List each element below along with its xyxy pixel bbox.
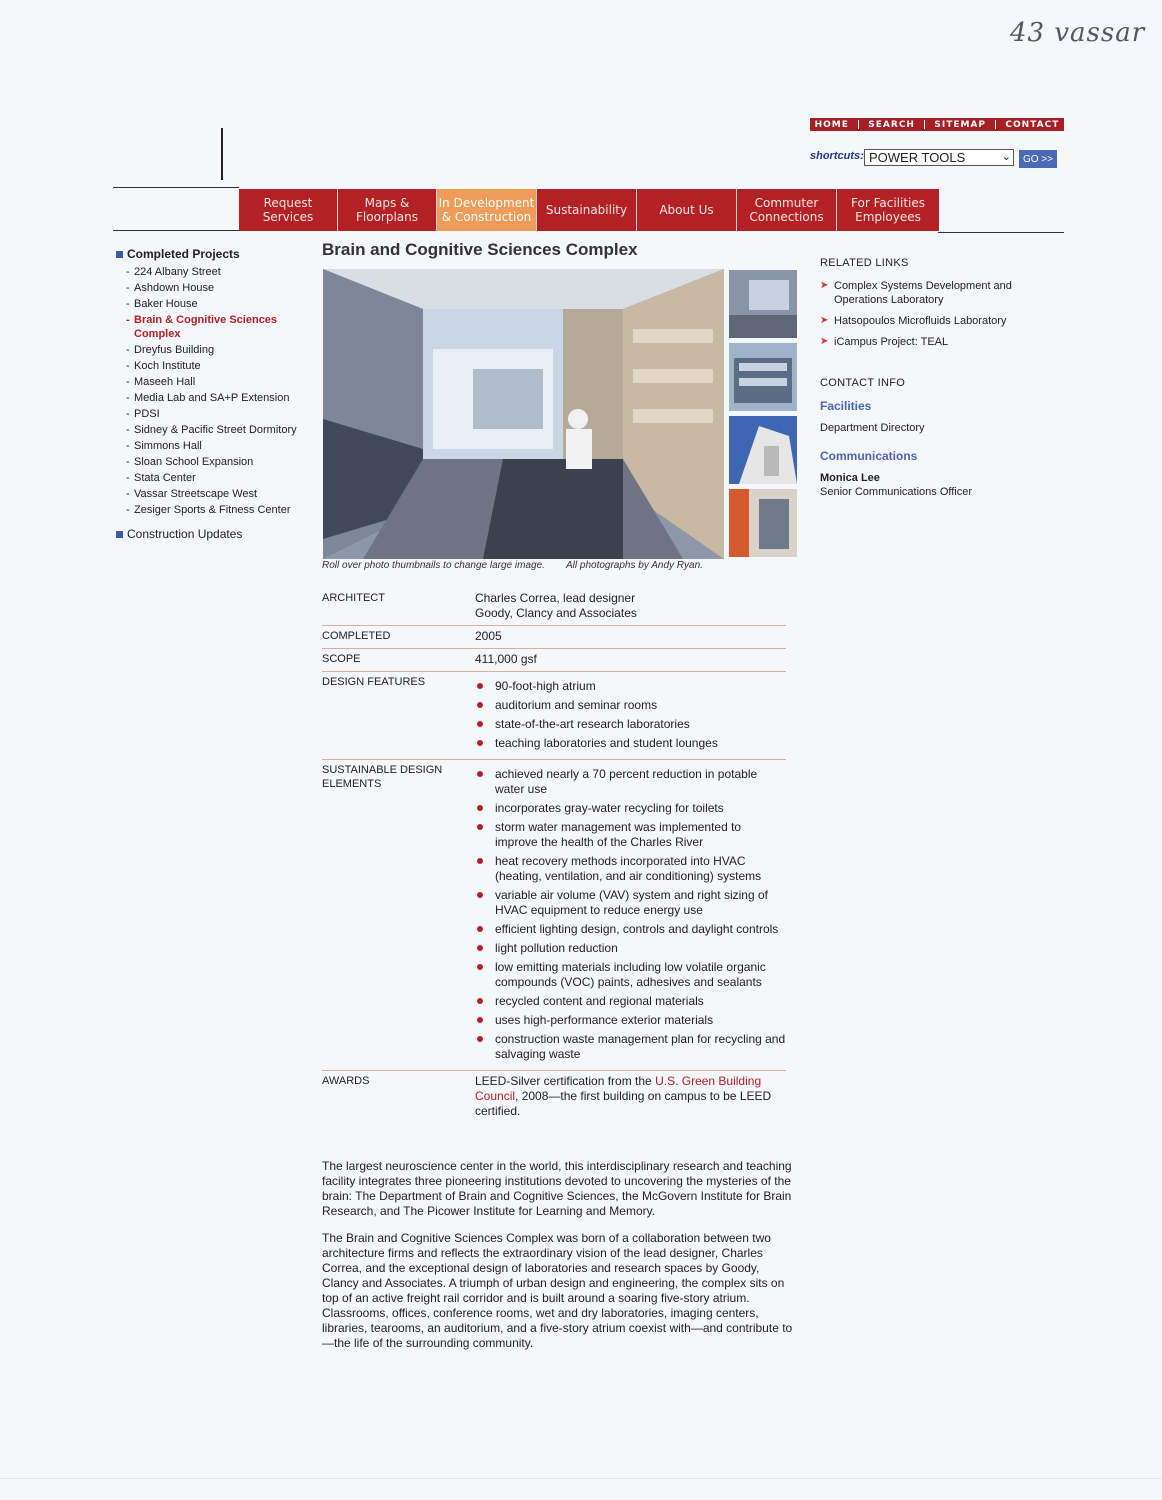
thumbnail-3[interactable] (729, 416, 797, 484)
sidebar-heading-completed[interactable] (116, 247, 316, 261)
thumbnail-1[interactable] (729, 270, 797, 338)
detail-value: 411,000 gsf (475, 652, 537, 666)
logo-divider (221, 128, 223, 180)
nav-rule-right (938, 232, 1064, 233)
nav-facilities-employees[interactable]: For Facilities Employees (837, 189, 939, 231)
utility-nav (810, 118, 1064, 131)
sidebar-item[interactable]: - Koch Institute (126, 359, 316, 373)
arrow-right-icon: ➤ (820, 315, 829, 326)
list-item: incorporates gray-water recycling for toilets (475, 801, 786, 816)
project-details (322, 588, 786, 1123)
usgbc-link[interactable]: U.S. Green Building Council (475, 1074, 762, 1103)
right-column (820, 257, 1040, 499)
utility-home-link[interactable]: HOME (814, 119, 849, 130)
main-nav (239, 189, 939, 231)
list-item: construction waste management plan for recycling and salvaging waste (475, 1032, 786, 1062)
detail-label: COMPLETED (322, 630, 391, 642)
description-paragraph: The largest neuroscience center in the world, this interdisciplinary research and teaching facility integrates three pioneering institutions devoted to uncovering the mysteries of the brain: The Department of Brain and Cognitive Sciences, the McGovern Institute for Brain Research, and The Picower Institute for Learning and Memory. (322, 1159, 792, 1218)
page-bottom-rule (0, 1478, 1162, 1479)
sidebar-item-current[interactable]: - Brain & Cognitive Sciences Complex (126, 313, 316, 341)
sidebar-heading-label: Completed Projects (127, 247, 240, 261)
detail-row-architect (322, 588, 786, 626)
detail-row-awards (322, 1071, 786, 1123)
detail-label: DESIGN FEATURES (322, 676, 426, 688)
photo-caption: Roll over photo thumbnails to change large image. (322, 560, 545, 571)
chevron-down-icon: ⌄ (1001, 151, 1011, 163)
architect-line: Charles Correa, lead designer (475, 591, 636, 605)
nav-request-services[interactable]: Request Services (239, 189, 338, 231)
detail-row-completed (322, 626, 786, 649)
shortcuts-label: shortcuts: (810, 150, 864, 162)
main-photo (323, 269, 724, 559)
nav-commuter-connections[interactable]: Commuter Connections (737, 189, 837, 231)
square-bullet-icon (116, 251, 123, 258)
handwritten-note: 43 vassar (1010, 18, 1146, 48)
list-item: variable air volume (VAV) system and right sizing of HVAC equipment to reduce energy use (475, 888, 786, 918)
architect-line: Goody, Clancy and Associates (475, 606, 637, 620)
arrow-right-icon: ➤ (820, 336, 829, 347)
nav-about-us[interactable]: About Us (637, 189, 737, 231)
contact-role: Senior Communications Officer (820, 486, 973, 498)
sidebar-item[interactable]: - Media Lab and SA+P Extension (126, 391, 316, 405)
nav-in-development[interactable]: In Development & Construction (437, 189, 537, 231)
related-links-list (820, 279, 1040, 349)
nav-maps-floorplans[interactable]: Maps & Floorplans (338, 189, 437, 231)
contact-name: Monica Lee (820, 472, 880, 484)
related-link[interactable] (820, 314, 1040, 328)
sidebar-item[interactable]: - Dreyfus Building (126, 343, 316, 357)
nav-rule-bottom (113, 230, 239, 231)
related-link[interactable] (820, 279, 1040, 307)
project-description (322, 1159, 798, 1363)
contact-heading: CONTACT INFO (820, 377, 906, 389)
detail-label: AWARDS (322, 1075, 370, 1087)
facilities-heading: Facilities (820, 399, 872, 413)
detail-label: ARCHITECT (322, 592, 385, 604)
awards-text: LEED-Silver certification from the (475, 1074, 656, 1088)
square-bullet-icon (116, 531, 123, 538)
detail-label: SUSTAINABLE DESIGN ELEMENTS (322, 764, 443, 790)
sidebar-list (116, 265, 316, 517)
communications-heading: Communications (820, 449, 918, 463)
related-link[interactable] (820, 335, 1040, 349)
page-title: Brain and Cognitive Sciences Complex (322, 240, 638, 259)
list-item: light pollution reduction (475, 941, 786, 956)
related-link-label: iCampus Project: TEAL (834, 336, 949, 348)
sidebar-item[interactable]: - Sloan School Expansion (126, 455, 316, 469)
detail-row-scope (322, 649, 786, 672)
utility-contact-link[interactable]: CONTACT (1005, 119, 1060, 130)
thumbnail-4[interactable] (729, 489, 797, 557)
description-paragraph: The Brain and Cognitive Sciences Complex was born of a collaboration between two architecture firms and reflects the extraordinary vision of the lead designer, Charles Correa, and the exceptional design of laboratories and research spaces by Goody, Clancy and Associates. A triumph of urban design and engineering, the complex sits on top of an active freight rail corridor and is built around a soaring five-story atrium. Classrooms, offices, conference rooms, wet and dry laboratories, imaging centers, libraries, tearooms, an auditorium, and a five-story atrium coexist with—and contribute to—the life of the surrounding community. (322, 1231, 793, 1350)
sidebar-item[interactable]: - Sidney & Pacific Street Dormitory (126, 423, 316, 437)
sidebar-item[interactable]: - PDSI (126, 407, 316, 421)
arrow-right-icon: ➤ (820, 280, 829, 291)
sidebar-item[interactable]: - Ashdown House (126, 281, 316, 295)
awards-text-end: , 2008—the first building on campus to be LEED certified. (475, 1089, 772, 1118)
sidebar-item[interactable]: - Vassar Streetscape West (126, 487, 316, 501)
sidebar-item[interactable]: - Stata Center (126, 471, 316, 485)
sidebar-item[interactable]: - 224 Albany Street (126, 265, 316, 279)
list-item: teaching laboratories and student lounges (475, 736, 786, 751)
shortcuts-select[interactable] (864, 149, 1014, 166)
list-item: heat recovery methods incorporated into HVAC (heating, ventilation, and air conditioning) systems (475, 854, 786, 884)
list-item: uses high-performance exterior materials (475, 1013, 786, 1028)
detail-value (475, 1074, 786, 1119)
list-item: low emitting materials including low volatile organic compounds (VOC) paints, adhesives and sealants (475, 960, 786, 990)
shortcuts-selected-value: POWER TOOLS (869, 150, 966, 165)
related-links-heading: RELATED LINKS (820, 257, 909, 269)
list-item: auditorium and seminar rooms (475, 698, 786, 713)
related-link-label: Complex Systems Development and Operations Laboratory (834, 280, 1012, 306)
thumbnail-2[interactable] (729, 343, 797, 411)
sidebar-item[interactable]: - Simmons Hall (126, 439, 316, 453)
sidebar-heading2-label: Construction Updates (127, 527, 243, 541)
nav-sustainability[interactable]: Sustainability (537, 189, 637, 231)
list-item: recycled content and regional materials (475, 994, 786, 1009)
department-directory-link[interactable]: Department Directory (820, 422, 925, 434)
sidebar (116, 247, 316, 545)
detail-value (475, 591, 786, 621)
utility-sitemap-link[interactable]: SITEMAP (934, 119, 987, 130)
list-item: storm water management was implemented to improve the health of the Charles River (475, 820, 786, 850)
sustainable-list (475, 767, 786, 1062)
design-feature-list (475, 679, 786, 751)
detail-row-design (322, 672, 786, 760)
go-button[interactable]: GO >> (1019, 150, 1057, 168)
detail-value (475, 675, 786, 755)
list-item: achieved nearly a 70 percent reduction in potable water use (475, 767, 786, 797)
detail-label: SCOPE (322, 653, 361, 665)
list-item: efficient lighting design, controls and daylight controls (475, 922, 786, 937)
detail-row-sustainable (322, 760, 786, 1071)
sidebar-item[interactable]: - Baker House (126, 297, 316, 311)
related-link-label: Hatsopoulos Microfluids Laboratory (834, 315, 1007, 327)
utility-search-link[interactable]: SEARCH (868, 119, 915, 130)
sidebar-heading-construction[interactable] (116, 527, 316, 541)
detail-value: 2005 (475, 629, 502, 643)
detail-value (475, 763, 786, 1066)
list-item: state-of-the-art research laboratories (475, 717, 786, 732)
sidebar-item[interactable]: - Zesiger Sports & Fitness Center (126, 503, 316, 517)
nav-rule-top (113, 187, 239, 188)
photo-credit: All photographs by Andy Ryan. (566, 560, 703, 571)
list-item: 90-foot-high atrium (475, 679, 786, 694)
sidebar-item[interactable]: - Maseeh Hall (126, 375, 316, 389)
